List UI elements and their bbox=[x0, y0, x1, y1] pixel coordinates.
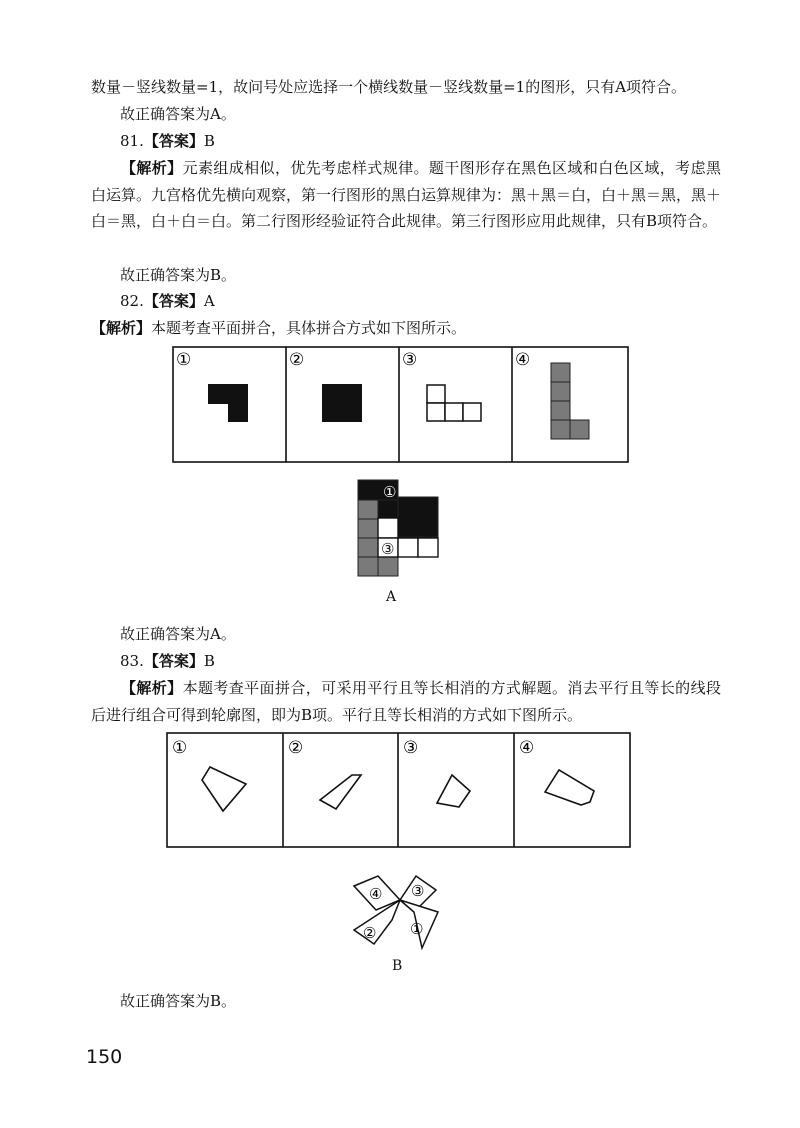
q83-assembled-label-3: ③ bbox=[411, 882, 425, 900]
q82-conclusion: 故正确答案为A。 bbox=[120, 625, 236, 643]
q83-number: 83. bbox=[120, 652, 144, 670]
q81-conclusion: 故正确答案为B。 bbox=[120, 266, 237, 284]
q82-answer-tag: 【答案】 bbox=[143, 292, 204, 310]
q83-heading bbox=[120, 648, 215, 674]
q83-answer: B bbox=[203, 652, 215, 670]
q81-heading bbox=[120, 128, 215, 154]
q82-panel-label-3: ③ bbox=[402, 350, 418, 370]
q83-panels-figure bbox=[166, 732, 631, 848]
q81-analysis-text: 元素组成相似，优先考虑样式规律。题干图形存在黑色区域和白色区域，考虑黑白运算。九宫格优先横向观察，第一行图形的黑白运算规律为：黑＋黑＝白，白＋黑＝黑，黑＋白＝黑，白＋白＝白。第二行图形经验证符合此规律。第三行图形应用此规律，只有B项符合。 bbox=[91, 159, 722, 230]
q82-analysis bbox=[91, 315, 466, 341]
q83-analysis-tag: 【解析】 bbox=[121, 679, 183, 697]
q82-panel-label-1: ① bbox=[176, 350, 192, 370]
q83-analysis-text: 本题考查平面拼合，可采用平行且等长相消的方式解题。消去平行且等长的线段后进行组合可得到轮廓图，即为B项。平行且等长相消的方式如下图所示。 bbox=[91, 679, 721, 724]
q82-piece-3 bbox=[427, 385, 481, 421]
q83-assembled-label-2: ② bbox=[363, 924, 377, 942]
q82-panels-figure bbox=[172, 346, 629, 463]
q81-answer-tag: 【答案】 bbox=[143, 132, 204, 150]
q83-piece-1 bbox=[202, 767, 246, 811]
q82-answer: A bbox=[203, 292, 215, 310]
q82-piece-2 bbox=[322, 384, 362, 422]
q83-answer-tag: 【答案】 bbox=[143, 652, 204, 670]
q83-piece-3 bbox=[437, 775, 470, 807]
conclusion-80: 故正确答案为A。 bbox=[120, 105, 236, 123]
q82-panel-label-4: ④ bbox=[515, 350, 531, 370]
q83-caption: B bbox=[392, 958, 403, 974]
q82-piece-1 bbox=[208, 384, 248, 422]
q82-number: 82. bbox=[120, 292, 144, 310]
q82-assembled-label-1: ① bbox=[383, 483, 397, 501]
q83-assembled-label-4: ④ bbox=[369, 885, 383, 903]
page-number: 150 bbox=[86, 1046, 123, 1068]
q82-heading bbox=[120, 288, 215, 314]
text-line-1: 数量－竖线数量=1，故问号处应选择一个横线数量－竖线数量=1的图形，只有A项符合。 bbox=[91, 78, 687, 96]
q83-piece-2 bbox=[320, 775, 361, 809]
q82-analysis-text: 本题考查平面拼合，具体拼合方式如下图所示。 bbox=[151, 319, 467, 337]
q83-assembled-figure bbox=[352, 872, 448, 952]
q83-piece-4 bbox=[545, 770, 594, 805]
q81-answer: B bbox=[203, 132, 215, 150]
q83-assembled-label-1: ① bbox=[410, 920, 424, 938]
q82-assembled-figure bbox=[356, 478, 442, 580]
q82-analysis-tag: 【解析】 bbox=[91, 319, 152, 337]
q83-conclusion: 故正确答案为B。 bbox=[120, 992, 237, 1010]
q83-analysis bbox=[91, 675, 721, 728]
q81-number: 81. bbox=[120, 132, 144, 150]
q82-assembled-label-3: ③ bbox=[381, 540, 395, 558]
q82-caption: A bbox=[386, 589, 397, 605]
q83-panel-label-1: ① bbox=[172, 738, 188, 758]
q82-panel-label-2: ② bbox=[289, 350, 305, 370]
q81-analysis bbox=[91, 155, 721, 235]
q83-panel-label-4: ④ bbox=[519, 738, 535, 758]
q81-analysis-tag: 【解析】 bbox=[121, 159, 183, 177]
q83-panel-label-3: ③ bbox=[403, 738, 419, 758]
q82-piece-4 bbox=[551, 363, 589, 439]
q83-panel-label-2: ② bbox=[288, 738, 304, 758]
